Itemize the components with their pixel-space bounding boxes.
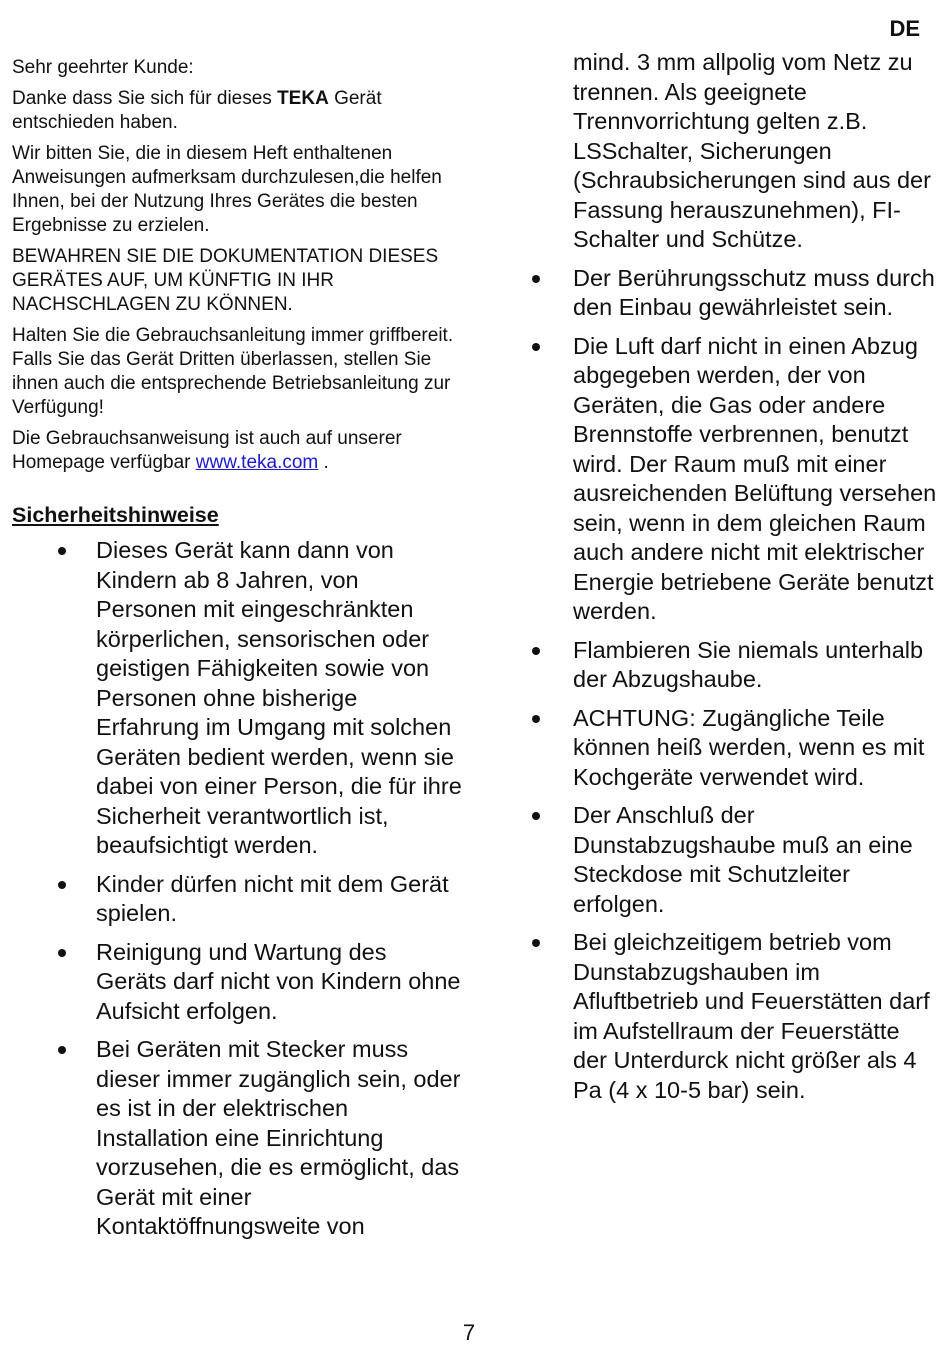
homepage-link[interactable]: www.teka.com bbox=[195, 452, 319, 473]
list-item bbox=[573, 801, 938, 919]
continuation-text: mind. 3 mm allpolig vom Netz zu trennen. Als geeignete Trennvorrichtung gelten z.B. LSSchalter, Sicherungen (Schraubsicherungen sind aus der Fassung herauszunehmen), FI-Schalter und Schütze. bbox=[573, 49, 931, 252]
list-item-text: Reinigung und Wartung des Geräts darf nicht von Kindern ohne Aufsicht erfolgen. bbox=[96, 938, 461, 1024]
list-item bbox=[12, 1035, 462, 1242]
list-item bbox=[573, 636, 938, 695]
intro-section bbox=[12, 56, 462, 475]
bullet-icon bbox=[532, 343, 540, 351]
safety-list-right bbox=[573, 264, 938, 1106]
list-item bbox=[12, 938, 462, 1027]
bullet-icon bbox=[58, 1046, 66, 1054]
language-label: DE bbox=[889, 16, 920, 41]
thanks-text-end: Gerät entschieden haben. bbox=[12, 88, 382, 133]
bullet-icon bbox=[58, 949, 66, 957]
list-item bbox=[12, 536, 462, 861]
list-item-text: Der Berührungsschutz muss durch den Einbau gewährleistet sein. bbox=[573, 264, 935, 320]
brand-name: TEKA bbox=[277, 88, 329, 109]
list-item-text: Bei gleichzeitigem betrieb vom Dunstabzugshauben im Afluftbetrieb und Feuerstätten darf im Aufstellraum der Feuerstätte der Unterdurck nicht größer als 4 Pa (4 x 10-5 bar) sein. bbox=[573, 929, 930, 1103]
safety-list-left bbox=[12, 536, 462, 1242]
list-item bbox=[573, 264, 938, 323]
list-item bbox=[573, 928, 938, 1105]
page-number: 7 bbox=[462, 1320, 476, 1345]
list-item-text: Bei Geräten mit Stecker muss dieser immer zugänglich sein, oder es ist in der elektrischen Installation eine Einrichtung vorzusehen, die es ermöglicht, das Gerät mit einer Kontaktöffnungsweite von bbox=[96, 1036, 461, 1239]
keep-manual-paragraph: Halten Sie die Gebrauchsanleitung immer griffbereit. Falls Sie das Gerät Dritten überlassen, stellen Sie ihnen auch die entsprechende Betriebsanleitung zur Verfügung! bbox=[12, 325, 454, 418]
bullet-icon bbox=[532, 939, 540, 947]
list-item bbox=[12, 870, 462, 929]
homepage-paragraph bbox=[12, 427, 462, 475]
thanks-paragraph bbox=[12, 87, 462, 135]
right-column bbox=[573, 48, 938, 1114]
list-item bbox=[573, 704, 938, 793]
homepage-text: Die Gebrauchsanweisung ist auch auf unserer Homepage verfügbar bbox=[12, 428, 402, 473]
bullet-icon bbox=[58, 547, 66, 555]
bullet-icon bbox=[532, 647, 540, 655]
greeting: Sehr geehrter Kunde: bbox=[12, 57, 194, 78]
bullet-icon bbox=[58, 881, 66, 889]
keep-docs-paragraph: BEWAHREN SIE DIE DOKUMENTATION DIESES GERÄTES AUF, UM KÜNFTIG IN IHR NACHSCHLAGEN ZU KÖNNEN. bbox=[12, 246, 439, 315]
homepage-end: . bbox=[318, 452, 329, 473]
list-item-text: ACHTUNG: Zugängliche Teile können heiß werden, wenn es mit Kochgeräte verwendet wird. bbox=[573, 704, 925, 790]
list-item-text: Flambieren Sie niemals unterhalb der Abzugshaube. bbox=[573, 636, 924, 692]
list-item-text: Kinder dürfen nicht mit dem Gerät spielen. bbox=[96, 870, 449, 926]
left-column bbox=[12, 56, 462, 1251]
read-request-paragraph: Wir bitten Sie, die in diesem Heft enthaltenen Anweisungen aufmerksam durchzulesen,die helfen Ihnen, bei der Nutzung Ihres Gerätes die besten Ergebnisse zu erzielen. bbox=[12, 143, 442, 236]
list-item-text: Die Luft darf nicht in einen Abzug abgegeben werden, der von Geräten, die Gas oder andere Brennstoffe verbrennen, benutzt wird. Der Raum muß mit einer ausreichenden Belüftung versehen sein, wenn in dem gleichen Raum auch andere nicht mit elektrischer Energie betriebene Geräte benutzt werden. bbox=[573, 332, 937, 624]
bullet-icon bbox=[532, 812, 540, 820]
bullet-icon bbox=[532, 275, 540, 283]
bullet-icon bbox=[532, 715, 540, 723]
list-item bbox=[573, 332, 938, 627]
list-item-text: Dieses Gerät kann dann von Kindern ab 8 Jahren, von Personen mit eingeschränkten körperlichen, sensorischen oder geistigen Fähigkeiten sowie von Personen ohne bisherige Erfahrung im Umgang mit solchen Geräten bedient werden, wenn sie dabei von einer Person, die für ihre Sicherheit verantwortlich ist, beaufsichtigt werden. bbox=[96, 537, 462, 858]
safety-section-title: Sicherheitshinweise bbox=[12, 503, 219, 527]
list-item-text: Der Anschluß der Dunstabzugshaube muß an eine Steckdose mit Schutzleiter erfolgen. bbox=[573, 802, 913, 917]
thanks-text-start: Danke dass Sie sich für dieses bbox=[12, 88, 278, 109]
